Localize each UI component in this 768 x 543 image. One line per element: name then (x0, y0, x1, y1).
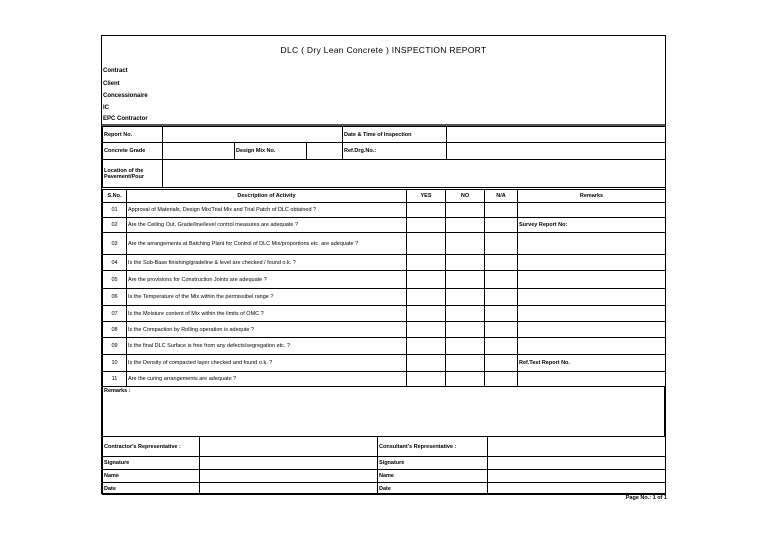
info-table (102, 126, 666, 188)
row-remarks-cell[interactable] (518, 233, 666, 255)
table-row (103, 338, 666, 355)
consultant-signature-value[interactable] (488, 457, 666, 470)
table-row (103, 233, 666, 255)
row-description: Are the arrangements at Batching Plant for Control of DLC Mix/proportions etc. are adequate ? (127, 233, 407, 255)
party-epc-contractor: EPC Contractor (103, 116, 148, 122)
row-no-cell[interactable] (446, 218, 485, 233)
row-no-cell[interactable] (446, 289, 485, 306)
table-row (103, 372, 666, 387)
row-no-cell[interactable] (446, 271, 485, 289)
contractor-name-label: Name (103, 470, 200, 483)
report-title: DLC ( Dry Lean Concrete ) INSPECTION REPORT (280, 45, 487, 55)
row-number: 10 (103, 355, 127, 372)
row-na-cell[interactable] (485, 289, 518, 306)
consultant-signature-label: Signature (378, 457, 488, 470)
row-remarks-cell[interactable] (518, 306, 666, 322)
row-no-cell[interactable] (446, 255, 485, 271)
row-yes-cell[interactable] (407, 338, 446, 355)
signoff-table (102, 436, 666, 495)
concrete-grade-label: Concrete Grade (103, 143, 163, 160)
row-number: 02 (103, 218, 127, 233)
design-mix-label: Design Mix No. (235, 143, 307, 160)
ref-drg-label: Ref.Drg.No.: (343, 143, 447, 160)
row-remarks-cell[interactable] (518, 255, 666, 271)
row-description: Are the Ceiling Out, Grade/line/level control measures are adequate ? (127, 218, 407, 233)
row-na-cell[interactable] (485, 355, 518, 372)
row-number: 01 (103, 203, 127, 218)
row-na-cell[interactable] (485, 372, 518, 387)
remarks-table (102, 386, 665, 437)
consultant-rep-value[interactable] (488, 437, 666, 457)
row-na-cell[interactable] (485, 233, 518, 255)
row-yes-cell[interactable] (407, 233, 446, 255)
row-yes-cell[interactable] (407, 372, 446, 387)
contractor-date-label: Date (103, 483, 200, 495)
table-row (103, 203, 666, 218)
row-yes-cell[interactable] (407, 355, 446, 372)
row-remarks-cell[interactable] (518, 271, 666, 289)
table-row (103, 289, 666, 306)
row-yes-cell[interactable] (407, 322, 446, 338)
row-na-cell[interactable] (485, 255, 518, 271)
party-contract: Contract (103, 68, 128, 74)
row-number: 03 (103, 233, 127, 255)
row-yes-cell[interactable] (407, 255, 446, 271)
table-row (103, 322, 666, 338)
inspection-report-sheet (101, 35, 666, 494)
row-description: Are the curing arrangements are adequate ? (127, 372, 407, 387)
row-na-cell[interactable] (485, 306, 518, 322)
consultant-name-label: Name (378, 470, 488, 483)
row-description: Is the final DLC Surface is free from any defects/segregation etc. ? (127, 338, 407, 355)
party-concessionaire: Concessionaire (103, 93, 148, 99)
row-no-cell[interactable] (446, 203, 485, 218)
remarks-label[interactable]: Remarks : (103, 387, 665, 437)
row-number: 08 (103, 322, 127, 338)
row-remarks-cell[interactable] (518, 203, 666, 218)
row-remarks-cell[interactable] (518, 372, 666, 387)
row-no-cell[interactable] (446, 372, 485, 387)
row-no-cell[interactable] (446, 355, 485, 372)
row-na-cell[interactable] (485, 203, 518, 218)
header-remarks: Remarks (518, 190, 666, 203)
row-na-cell[interactable] (485, 322, 518, 338)
header-description: Description of Activity (127, 190, 407, 203)
header-yes: YES (407, 190, 446, 203)
contractor-signature-label: Signature (103, 457, 200, 470)
header-sno: S.No. (103, 190, 127, 203)
contractor-signature-value[interactable] (200, 457, 378, 470)
row-yes-cell[interactable] (407, 306, 446, 322)
header-no: NO (446, 190, 485, 203)
concrete-grade-value[interactable] (163, 143, 235, 160)
party-ic: IC (103, 105, 109, 111)
table-row (103, 306, 666, 322)
row-no-cell[interactable] (446, 306, 485, 322)
row-number: 09 (103, 338, 127, 355)
report-no-label: Report No. (103, 127, 163, 143)
row-no-cell[interactable] (446, 322, 485, 338)
contractor-name-value[interactable] (200, 470, 378, 483)
row-description: Is the Moisture content of Mix within the limits of OMC ? (127, 306, 407, 322)
contractor-date-value[interactable] (200, 483, 378, 495)
row-yes-cell[interactable] (407, 203, 446, 218)
row-remarks-cell[interactable]: Ref.Test Report No. (518, 355, 666, 372)
location-value[interactable] (163, 160, 666, 188)
consultant-date-label: Date (378, 483, 488, 495)
ref-drg-value[interactable] (447, 143, 666, 160)
consultant-date-value[interactable] (488, 483, 666, 495)
checklist-table (102, 189, 666, 387)
row-na-cell[interactable] (485, 271, 518, 289)
row-number: 11 (103, 372, 127, 387)
row-remarks-cell[interactable] (518, 338, 666, 355)
row-yes-cell[interactable] (407, 289, 446, 306)
party-client: Client (103, 81, 120, 87)
row-yes-cell[interactable] (407, 218, 446, 233)
date-time-value[interactable] (447, 127, 666, 143)
row-number: 05 (103, 271, 127, 289)
location-label: Location of the Pavement/Pour (103, 160, 163, 188)
row-remarks-cell[interactable] (518, 289, 666, 306)
row-description: Are the provisions for Construction Joints are adequate ? (127, 271, 407, 289)
report-no-value[interactable] (163, 127, 343, 143)
contractor-rep-value[interactable] (200, 437, 378, 457)
consultant-rep-label: Consultant's Representative : (378, 437, 488, 457)
header-na: N/A (485, 190, 518, 203)
row-description: Approval of Materials, Design Mix/Trial Mix and Trial Patch of DLC obtained ? (127, 203, 407, 218)
contractor-rep-label: Contractor's Representative : (103, 437, 200, 457)
row-na-cell[interactable] (485, 338, 518, 355)
date-time-label: Date & Time of Inspection (343, 127, 447, 143)
page-number: Page No.: 1 of 1 (625, 495, 667, 501)
table-row (103, 271, 666, 289)
row-no-cell[interactable] (446, 338, 485, 355)
row-remarks-cell[interactable]: Survey Report No: (518, 218, 666, 233)
consultant-name-value[interactable] (488, 470, 666, 483)
table-row (103, 218, 666, 233)
row-description: Is the Sub-Base finishing/gradeline & level are checked / found o.k. ? (127, 255, 407, 271)
row-no-cell[interactable] (446, 233, 485, 255)
row-number: 07 (103, 306, 127, 322)
table-row (103, 355, 666, 372)
row-number: 04 (103, 255, 127, 271)
row-number: 06 (103, 289, 127, 306)
row-description: Is the Temperature of the Mix within the permissibel range ? (127, 289, 407, 306)
design-mix-value[interactable] (307, 143, 343, 160)
row-description: Is the Density of compacted layer checked and found o.k. ? (127, 355, 407, 372)
row-yes-cell[interactable] (407, 271, 446, 289)
table-row (103, 255, 666, 271)
row-remarks-cell[interactable] (518, 322, 666, 338)
row-na-cell[interactable] (485, 218, 518, 233)
row-description: Is the Compaction by Rolling operation is adequte ? (127, 322, 407, 338)
